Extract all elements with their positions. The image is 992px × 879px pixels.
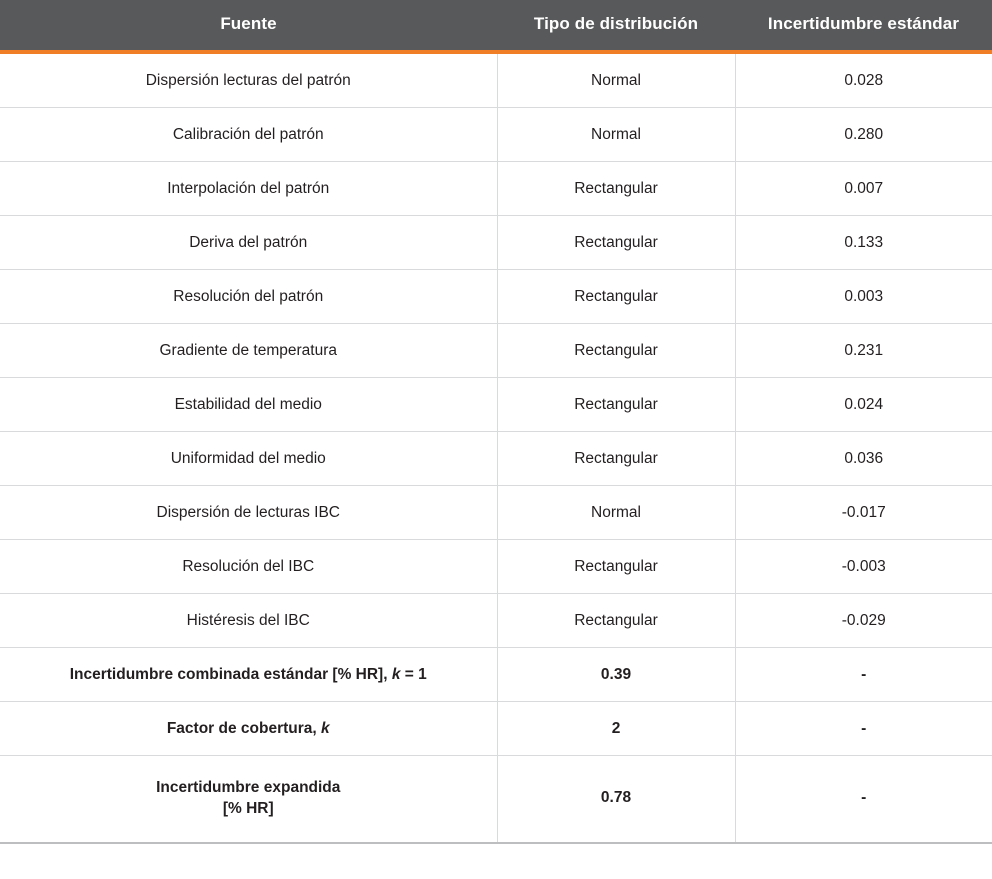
- label-coverage-symbol: k: [321, 719, 330, 737]
- cell-uncertainty: 0.280: [735, 108, 992, 162]
- cell-source: Calibración del patrón: [0, 108, 497, 162]
- table-body: [0, 52, 992, 843]
- cell-source-combined-uncertainty: [0, 648, 497, 702]
- cell-uncertainty: -0.029: [735, 594, 992, 648]
- cell-source: Deriva del patrón: [0, 216, 497, 270]
- table-row: [0, 52, 992, 108]
- table-row: [0, 162, 992, 216]
- table-row-combined-uncertainty: [0, 648, 992, 702]
- cell-uncertainty: 0.007: [735, 162, 992, 216]
- cell-uncertainty: 0.231: [735, 324, 992, 378]
- label-combined-uncertainty-post: = 1: [400, 665, 427, 683]
- cell-uncertainty: 0.024: [735, 378, 992, 432]
- table-row-expanded-uncertainty: [0, 756, 992, 843]
- cell-expanded-uncertainty-value: 0.78: [497, 756, 735, 843]
- table-row: [0, 324, 992, 378]
- cell-distribution: Rectangular: [497, 162, 735, 216]
- table-row-coverage-factor: [0, 702, 992, 756]
- cell-source: Gradiente de temperatura: [0, 324, 497, 378]
- cell-distribution: Rectangular: [497, 594, 735, 648]
- table-header-row: [0, 0, 992, 52]
- table-row: [0, 432, 992, 486]
- cell-coverage-factor-value: 2: [497, 702, 735, 756]
- cell-source: Dispersión de lecturas IBC: [0, 486, 497, 540]
- column-header-distribution-type: Tipo de distribución: [497, 0, 735, 52]
- cell-source: Resolución del IBC: [0, 540, 497, 594]
- table-header: [0, 0, 992, 52]
- cell-uncertainty: 0.133: [735, 216, 992, 270]
- cell-distribution: Normal: [497, 486, 735, 540]
- cell-uncertainty: -0.003: [735, 540, 992, 594]
- table-row: [0, 594, 992, 648]
- cell-combined-uncertainty-value: 0.39: [497, 648, 735, 702]
- cell-uncertainty: -: [735, 702, 992, 756]
- label-coverage-factor-pre: Factor de cobertura,: [166, 719, 322, 737]
- label-expanded-uncertainty-line1: Incertidumbre expandida: [156, 779, 341, 796]
- cell-source: Estabilidad del medio: [0, 378, 497, 432]
- table-row: [0, 216, 992, 270]
- cell-source: Interpolación del patrón: [0, 162, 497, 216]
- cell-distribution: Normal: [497, 52, 735, 108]
- table-row: [0, 270, 992, 324]
- cell-source: Uniformidad del medio: [0, 432, 497, 486]
- table-row: [0, 378, 992, 432]
- cell-distribution: Rectangular: [497, 378, 735, 432]
- cell-distribution: Rectangular: [497, 324, 735, 378]
- cell-distribution: Rectangular: [497, 432, 735, 486]
- cell-uncertainty: 0.003: [735, 270, 992, 324]
- cell-source-coverage-factor: [0, 702, 497, 756]
- cell-uncertainty: -: [735, 756, 992, 843]
- column-header-source: Fuente: [0, 0, 497, 52]
- cell-uncertainty: -0.017: [735, 486, 992, 540]
- cell-source: Dispersión lecturas del patrón: [0, 52, 497, 108]
- cell-distribution: Normal: [497, 108, 735, 162]
- label-coverage-symbol: k: [391, 665, 401, 683]
- column-header-standard-uncertainty: Incertidumbre estándar: [735, 0, 992, 52]
- label-expanded-uncertainty-line2: [% HR]: [222, 799, 274, 817]
- cell-source-expanded-uncertainty: [0, 756, 497, 843]
- cell-uncertainty: 0.028: [735, 52, 992, 108]
- cell-source: Resolución del patrón: [0, 270, 497, 324]
- table-row: [0, 486, 992, 540]
- cell-source: Histéresis del IBC: [0, 594, 497, 648]
- cell-uncertainty: 0.036: [735, 432, 992, 486]
- cell-distribution: Rectangular: [497, 540, 735, 594]
- cell-distribution: Rectangular: [497, 216, 735, 270]
- table-row: [0, 108, 992, 162]
- label-combined-uncertainty-pre: Incertidumbre combinada estándar [% HR],: [69, 665, 392, 683]
- cell-uncertainty: -: [735, 648, 992, 702]
- cell-distribution: Rectangular: [497, 270, 735, 324]
- table-row: [0, 540, 992, 594]
